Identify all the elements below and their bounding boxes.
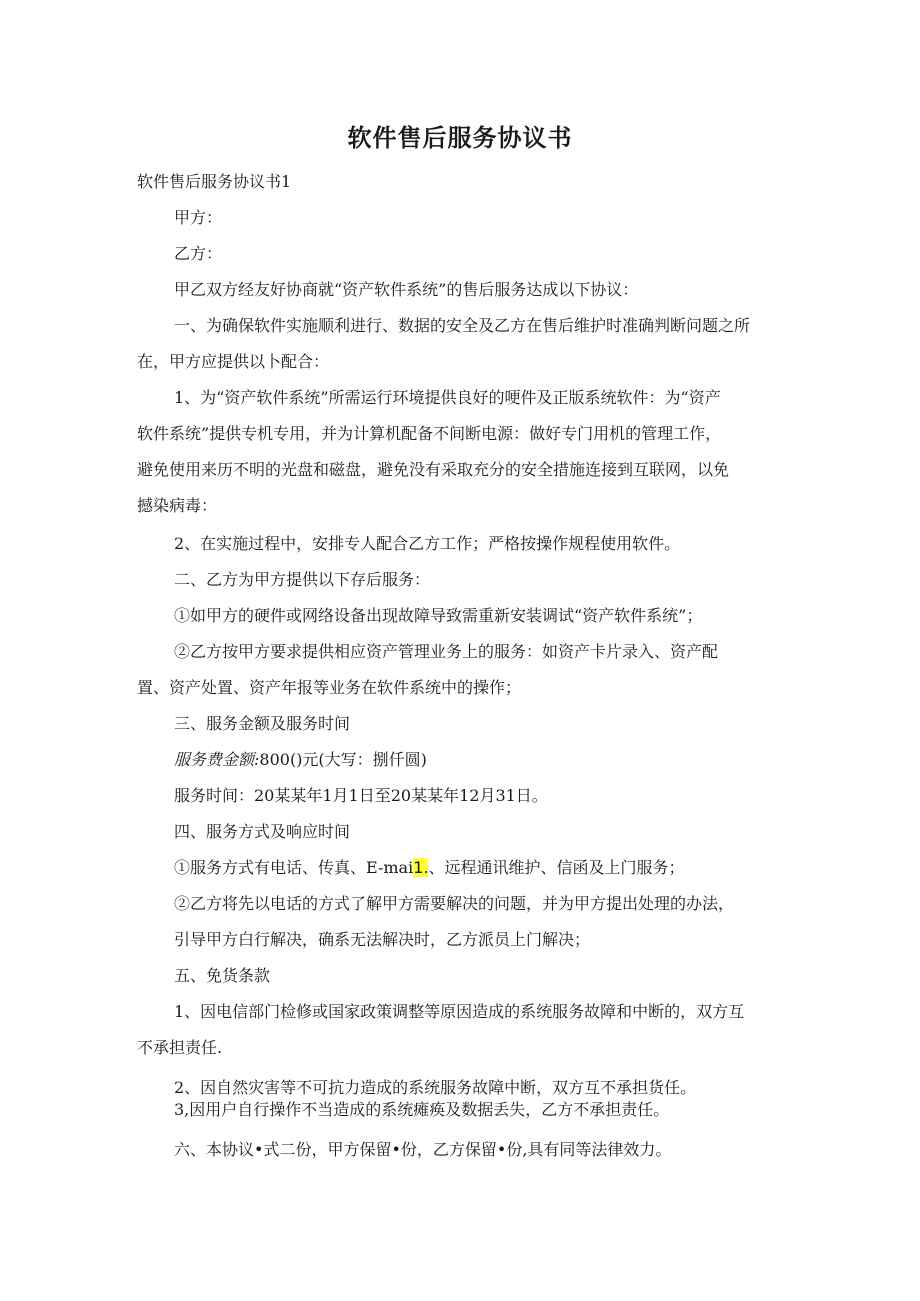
service-fee-line [174,750,427,770]
section-5-item-3: 3,因用户自行操作不当造成的系统瘫痪及数据丢失，乙方不承担责任。 [174,1100,670,1119]
party-a-label: 甲方： [174,208,223,227]
section-2-item-2-cont: 置、资产处置、资产年报等业务在软件系统中的操作； [137,678,522,697]
section-1-item-1-cont: 软件系统”提供专机专用，并为计算机配备不间断电源：做好专门用机的管理工作， [137,424,722,443]
section-2-item-2: ②乙方按甲方要求提供相应资产管理业务上的服务：如资产卡片录入、资产配 [174,642,719,661]
intro-paragraph: 甲乙双方经友好协商就“资产软件系统”的售后服务达成以下协议： [174,280,639,299]
service-fee-label: 服务费金额: [174,750,260,769]
section-4-item-1 [174,858,685,878]
party-b-label: 乙方： [174,244,223,263]
section-4-item-2: ②乙方将先以电话的方式了解甲方需要解决的问题，并为甲方提出处理的办法， [174,894,735,913]
section-2-item-1: ①如甲方的硬件或网络设备出现故障导致需重新安装调试“资产软件系统”； [174,606,703,625]
section-5-item-1-cont: 不承担责任. [137,1038,223,1057]
section-4-item-1-text: ①服务方式有电话、传真、E-mai [174,858,414,877]
highlighted-text: 1. [413,858,429,877]
section-1-heading: 一、为确保软件实施顺利进行、数据的安全及乙方在售后维护时准确判断问题之所 [174,316,751,335]
subtitle: 软件售后服务协议书1 [137,172,292,191]
section-4-item-1-text-end: 、远程通讯维护、信函及上门服务； [428,858,685,877]
service-time-line: 服务时间：20某某年1月1日至20某某年12月31日。 [174,786,548,805]
document-title: 软件售后服务协议书 [347,124,573,152]
section-1-item-2: 2、在实施过程中，安排专人配合乙方工作；严格按操作规程使用软件。 [174,534,681,553]
section-1-heading-cont: 在，甲方应提供以卜配合： [137,352,330,371]
section-5-heading: 五、免货条款 [174,966,271,985]
section-5-item-1: 1、因电信部门检修或国家政策调整等原因造成的系统服务故障和中断的，双方互 [174,1002,745,1021]
section-4-heading: 四、服务方式及响应时间 [174,822,351,841]
service-fee-value: 800()元(大写：捌仟圆) [259,750,427,769]
section-1-item-1: 1、为“资产软件系统”所需运行环境提供良好的哽件及正版系统软件：为“资产 [174,388,721,407]
section-3-heading: 三、服务金额及服务时间 [174,714,351,733]
section-1-item-1-cont: 撼染病毒： [137,496,218,515]
section-4-item-2-cont: 引导甲方白行解决，确系无法解决时，乙方派员上门解决； [174,930,591,949]
section-6-paragraph: 六、本协议•式二份，甲方保留•份，乙方保留•份,具有同等法律效力。 [174,1140,672,1159]
section-1-item-1-cont: 避免使用来历不明的光盘和磁盘，避免没有采取充分的安全措施连接到互联网，以免 [137,460,730,479]
section-5-item-2: 2、因自然灾害等不可抗力造成的系统服务故障中断，双方互不承担货任。 [174,1078,697,1097]
section-2-heading: 二、乙方为甲方提供以下存后服务： [174,570,431,589]
